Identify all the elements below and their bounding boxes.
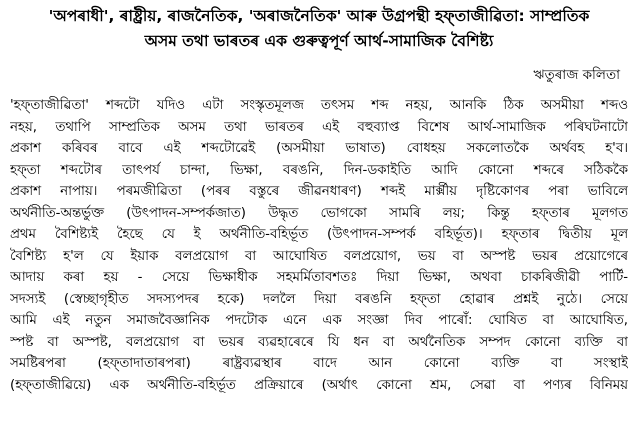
body-line: প্ৰকাশ কৰিবৰ বাবে এই শব্দটোৱেই (অসমীয়া ভাষাত) বোধহয় সকলোতকৈ অৰ্থবহ হ'ব।	[10, 141, 628, 156]
document-title	[10, 4, 628, 54]
author-name: ঋতুৰাজ কলিতা	[533, 67, 620, 83]
body-line: প্ৰকাশ নাপায়। পৰমজীৱিতা (পৰৰ বস্তুৰে জীৱনধাৰণ) শব্দই মাৰ্ক্সীয় দৃষ্টিকোণৰ পৰা ভাবিলে	[10, 184, 628, 199]
body-line: আমি এই নতুন সমাজবৈজ্ঞানিক পদটোক এনে এক সংজ্ঞা দিব পাৰোঁ: ঘোষিত বা আঘোষিত,	[10, 313, 628, 328]
body-line: 'হফ্‌তাজীৱিতা' শব্দটো যদিও এটা সংস্কৃতমূলজ তৎসম শব্দ নহয়, আনকি ঠিক অসমীয়া শব্দও	[10, 98, 628, 113]
body-line: সদস্যই (স্বেচ্ছাগৃহীত সদস্যপদৰ হকে) দললৈ দিয়া বৰঙনি হফ্‌তা হোৱাৰ প্ৰশ্নই নুঠে। সেয়ে	[10, 291, 628, 307]
body-line: নহয়, তথাপি সাম্প্ৰতিক অসম তথা ভাৰতৰ এই বহুব্যাপ্ত বিশেষ আৰ্থ-সামাজিক পৰিঘটনাটো	[10, 119, 628, 135]
body-line: অৰ্থনীতি-অন্তৰ্ভুক্ত (উৎপাদন-সম্পৰ্কজাত) উদ্ধৃত ভোগকো সামৰি লয়; কিন্তু হফ্‌তাৰ মূলগত	[10, 205, 628, 221]
body-line: বৈশিষ্ট্য হ'ল যে ইয়াক বলপ্ৰয়োগ বা আঘোষিত বলপ্ৰয়োগ, ভয় বা অস্পষ্ট ভয়ৰ প্ৰয়োগেৰে	[10, 248, 628, 264]
body-line: সমষ্টিৰপৰা (হফ্‌তাদাতাৰপৰা) ৰাষ্ট্ৰব্যৱস্থাৰ বাদে আন কোনো ব্যক্তি বা সংস্থাই	[10, 356, 628, 371]
body-line: প্ৰথম বৈশিষ্ট্যই হৈছে যে ই অৰ্থনীতি-বহিৰ্ভূত (উৎপাদন-সম্পৰ্ক বহিৰ্ভূত)। হফ্‌তাৰ দ্বিতীয় মূল	[10, 227, 628, 242]
title-line-1: 'অপৰাধী', ৰাষ্ট্ৰীয়, ৰাজনৈতিক, 'অৰাজনৈতিক' আৰু উগ্ৰপন্থী হফ্‌তাজীৱিতা: সাম্প্ৰতিক	[48, 7, 590, 25]
body-line: (হফ্‌তাজীৱিয়ে) এক অৰ্থনীতি-বহিৰ্ভূত প্ৰক্ৰিয়াৰে (অৰ্থাৎ কোনো শ্ৰম, সেৱা বা পণ্যৰ বিনিময়	[10, 377, 628, 393]
body-line: আদায় কৰা হয় - সেয়ে ভিক্ষাধীক সহমৰ্মিতাবশতঃ দিয়া ভিক্ষা, অথবা চাকৰিজীৱী পাৰ্টি-	[10, 270, 628, 285]
body-line: স্পষ্ট বা অস্পষ্ট, বলপ্ৰয়োগ বা ভয়ৰ ব্যৱহাৰেৰে যি ধন বা অৰ্থনৈতিক সম্পদ কোনো ব্যক্তি বা	[10, 334, 628, 350]
title-line-2: অসম তথা ভাৰতৰ এক গুৰুত্বপূৰ্ণ আৰ্থ-সামাজিক বৈশিষ্ট্য	[144, 32, 494, 50]
body-paragraph	[10, 95, 628, 396]
body-line: হফ্‌তা শব্দটোৰ তাৎপৰ্য চান্দা, ভিক্ষা, বৰঙনি, দিন-ডকাইতি আদি কোনো শব্দৰে সঠিককৈ	[10, 162, 628, 178]
